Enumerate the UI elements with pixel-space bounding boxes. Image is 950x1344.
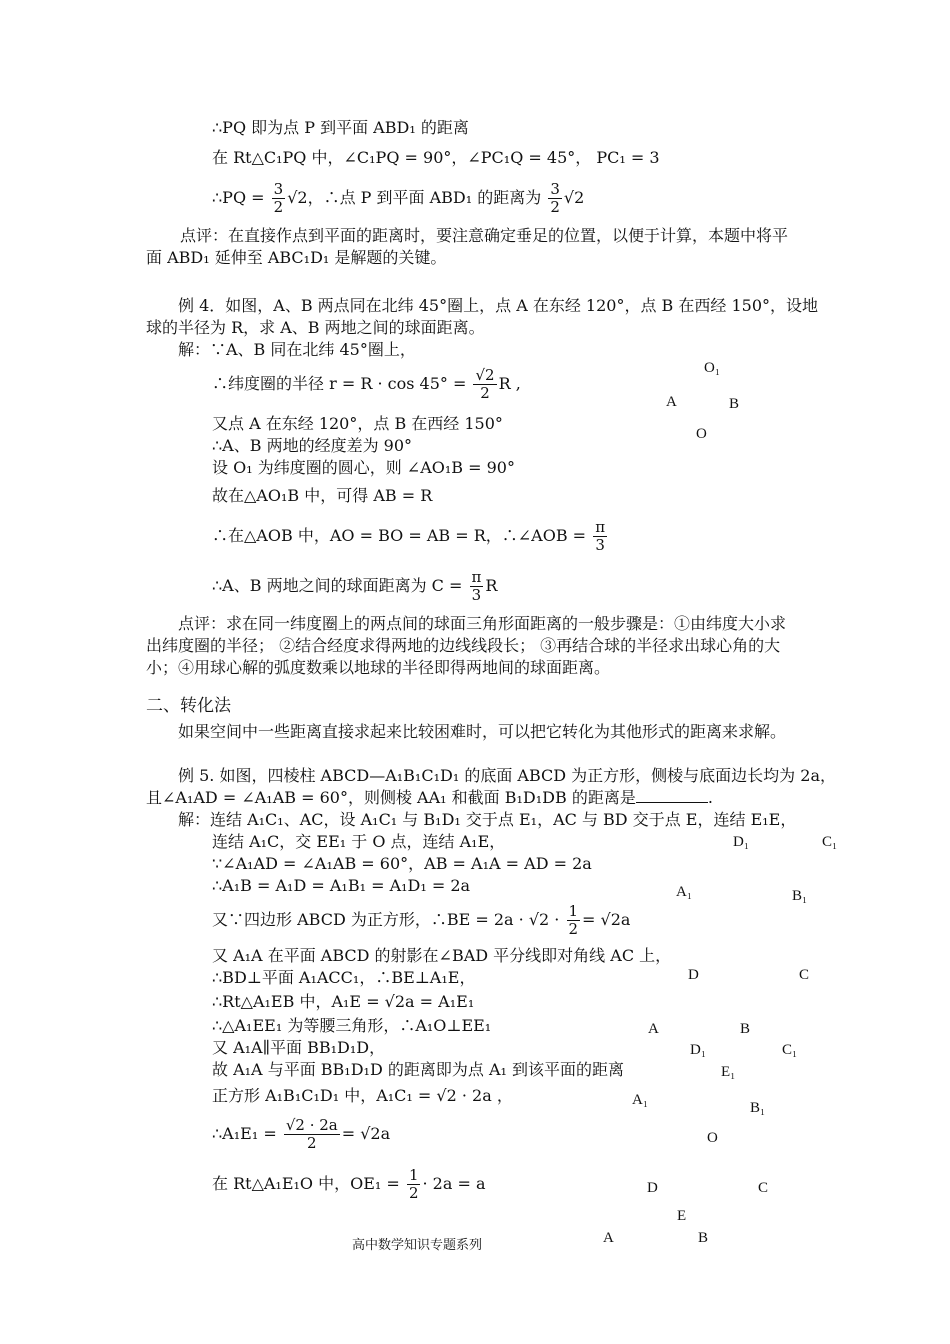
fig5a-label-b1: B₁ — [792, 888, 808, 904]
line-pq-distance: ∴PQ 即为点 P 到平面 ABD₁ 的距离 — [212, 118, 469, 137]
frac-den: 2 — [408, 1184, 419, 1202]
solution-5-line-10: 故 A₁A 与平面 BB₁D₁D 的距离即为点 A₁ 到该平面的距离 — [212, 1060, 625, 1079]
fraction-sqrt2-2a-over-2 — [284, 1117, 340, 1152]
fig4-label-o: O — [696, 426, 707, 442]
solution-4-line-5: 故在△AO₁B 中，可得 AB = R — [212, 486, 433, 505]
solution-5-line-9: 又 A₁A∥平面 BB₁D₁D， — [212, 1038, 386, 1057]
solution-5-line-13 — [212, 1162, 486, 1206]
example-4-line-2: 球的半径为 R，求 A、B 两地之间的球面距离。 — [146, 318, 485, 337]
solution-5-line-0: 解：连结 A₁C₁、AC，设 A₁C₁ 与 B₁D₁ 交于点 E₁，AC 与 BD 交于点 E，连结 E₁E， — [178, 810, 797, 829]
fig5a-label-c: C — [799, 967, 810, 983]
comment-1a: 点评：在直接作点到平面的距离时，要注意确定垂足的位置，以便于计算，本题中将平 — [180, 226, 789, 245]
fig5a-label-a: A — [648, 1021, 659, 1037]
frac-den: 2 — [480, 384, 490, 402]
fraction-pi-over-3 — [593, 519, 607, 554]
line-rt-triangle: 在 Rt△C₁PQ 中，∠C₁PQ = 90°，∠PC₁Q = 45°， PC₁ = 3 — [212, 148, 660, 167]
fig5b-label-c1: C₁ — [782, 1042, 798, 1058]
fig5b-label-a: A — [603, 1230, 614, 1246]
fig5b-label-o: O — [707, 1130, 718, 1146]
section-2-intro: 如果空间中一些距离直接求起来比较困难时，可以把它转化为其他形式的距离来求解。 — [178, 722, 787, 741]
latitude-radius-prefix: ∴纬度圈的半径 r = R · cos 45° = — [212, 374, 467, 393]
solution-4-line-2: 又点 A 在东经 120°，点 B 在西经 150° — [212, 414, 503, 433]
page-footer: 高中数学知识专题系列 — [352, 1238, 483, 1253]
frac-num: √2 — [475, 366, 495, 384]
fig5a-label-d: D — [688, 967, 699, 983]
fig5b-label-a1: A₁ — [632, 1092, 649, 1108]
fig5b-label-e1: E₁ — [721, 1064, 736, 1080]
fraction-half — [567, 903, 581, 938]
fraction-3-over-2-b — [548, 181, 562, 216]
example-5-line-2 — [146, 788, 713, 808]
example-5-question: 且∠A₁AD = ∠A₁AB = 60°，则侧棱 AA₁ 和截面 B₁D₁DB 的距离是 — [146, 788, 636, 807]
frac-num: 1 — [408, 1166, 419, 1184]
frac-num: 1 — [568, 902, 579, 920]
latitude-radius-suffix: R , — [498, 374, 521, 393]
fraction-pi-over-3-b — [470, 569, 484, 604]
fig4-label-o1: O₁ — [704, 360, 721, 376]
frac-num: π — [595, 518, 606, 536]
solution-5-line-11: 正方形 A₁B₁C₁D₁ 中，A₁C₁ = √2 · 2a ， — [212, 1086, 513, 1105]
a1e1-suffix: = √2a — [341, 1124, 391, 1143]
comment-2b: 出纬度圈的半径； ②结合经度求得两地的边线线段长； ③再结合球的半径求出球心角的大 — [146, 636, 781, 655]
example-5-line-1: 例 5. 如图，四棱柱 ABCD—A₁B₁C₁D₁ 的底面 ABCD 为正方形，侧棱与底面边长均为 2a， — [178, 766, 836, 785]
spherical-distance-suffix: R — [485, 576, 498, 595]
spherical-distance-prefix: ∴A、B 两地之间的球面距离为 C = — [212, 576, 463, 595]
solution-5-line-1: 连结 A₁C，交 EE₁ 于 O 点，连结 A₁E， — [212, 832, 506, 851]
a1e1-prefix: ∴A₁E₁ = — [212, 1124, 277, 1143]
spherical-distance-line — [212, 564, 497, 608]
latitude-radius-line — [212, 360, 521, 408]
solution-4-line-3: ∴A、B 两地的经度差为 90° — [212, 436, 413, 455]
frac-num: π — [471, 568, 482, 586]
fig5b-label-c: C — [758, 1180, 769, 1196]
line-pq-value — [212, 176, 584, 220]
be-suffix: = √2a — [582, 910, 631, 929]
frac-num: 3 — [550, 180, 560, 198]
fraction-sqrt2-over-2 — [473, 367, 496, 402]
fig5a-label-d1: D₁ — [733, 834, 750, 850]
frac-den: 3 — [471, 586, 482, 604]
solution-5-line-5: 又 A₁A 在平面 ABCD 的射影在∠BAD 平分线即对角线 AC 上， — [212, 946, 672, 965]
solution-4-line-4: 设 O₁ 为纬度圈的圆心，则 ∠AO₁B = 90° — [212, 458, 515, 477]
solution-5-line-8: ∴△A₁EE₁ 为等腰三角形，∴A₁O⊥EE₁ — [212, 1016, 492, 1035]
solution-5-line-4 — [212, 898, 630, 942]
oe1-prefix: 在 Rt△A₁E₁O 中，OE₁ = — [212, 1174, 400, 1193]
example-5-end: . — [707, 788, 713, 807]
sqrt2: √2 — [287, 188, 308, 207]
section-heading: 二、转化法 — [146, 696, 231, 716]
solution-5-line-2: ∵∠A₁AD = ∠A₁AB = 60°，AB = A₁A = AD = 2a — [212, 854, 592, 873]
fig4-label-b: B — [729, 396, 740, 412]
pq-suffix: ，∴点 P 到平面 ABD₁ 的距离为 — [307, 188, 542, 207]
frac-den: 2 — [568, 920, 579, 938]
fig5a-label-a1: A₁ — [676, 884, 693, 900]
fig5b-label-e: E — [677, 1208, 687, 1224]
frac-den: 3 — [595, 536, 605, 554]
frac-num: √2 · 2a — [285, 1116, 338, 1134]
angle-aob-line — [212, 514, 609, 558]
oe1-suffix: · 2a = a — [422, 1174, 486, 1193]
frac-den: 2 — [307, 1134, 317, 1152]
solution-5-line-6: ∴BD⊥平面 A₁ACC₁，∴BE⊥A₁E， — [212, 968, 476, 987]
fig5a-label-b: B — [740, 1021, 751, 1037]
solution-4-start: 解：∵A、B 同在北纬 45°圈上， — [178, 340, 416, 359]
fig5b-label-d: D — [647, 1180, 658, 1196]
solution-5-line-3: ∴A₁B = A₁D = A₁B₁ = A₁D₁ = 2a — [212, 876, 471, 895]
comment-2a: 点评：求在同一纬度圈上的两点间的球面三角形面距离的一般步骤是：①由纬度大小求 — [178, 614, 787, 633]
example-4-line-1: 例 4．如图，A、B 两点同在北纬 45°圈上，点 A 在东经 120°，点 B 在西经 150°，设地 — [178, 296, 819, 315]
fraction-3-over-2 — [272, 181, 286, 216]
answer-blank — [636, 788, 708, 803]
comment-1b: 面 ABD₁ 延伸至 ABC₁D₁ 是解题的关键。 — [146, 248, 447, 267]
comment-2c: 小；④用球心解的弧度数乘以地球的半径即得两地间的球面距离。 — [146, 658, 611, 677]
fig5a-label-c1: C₁ — [822, 834, 838, 850]
fraction-half-b — [407, 1167, 421, 1202]
frac-den: 2 — [273, 198, 284, 216]
sqrt2-b: √2 — [563, 188, 585, 207]
fig4-label-a: A — [666, 394, 677, 410]
fig5b-label-b1: B₁ — [750, 1100, 766, 1116]
fig5b-label-b: B — [698, 1230, 709, 1246]
solution-5-line-7: ∴Rt△A₁EB 中，A₁E = √2a = A₁E₁ — [212, 992, 475, 1011]
fig5b-label-d1: D₁ — [690, 1042, 707, 1058]
solution-5-line-12 — [212, 1110, 390, 1158]
be-prefix: 又∵四边形 ABCD 为正方形，∴BE = 2a · √2 · — [212, 910, 560, 929]
frac-den: 2 — [550, 198, 560, 216]
frac-num: 3 — [273, 180, 284, 198]
angle-aob-prefix: ∴在△AOB 中，AO = BO = AB = R，∴∠AOB = — [212, 526, 587, 545]
pq-prefix: ∴PQ = — [212, 188, 265, 207]
